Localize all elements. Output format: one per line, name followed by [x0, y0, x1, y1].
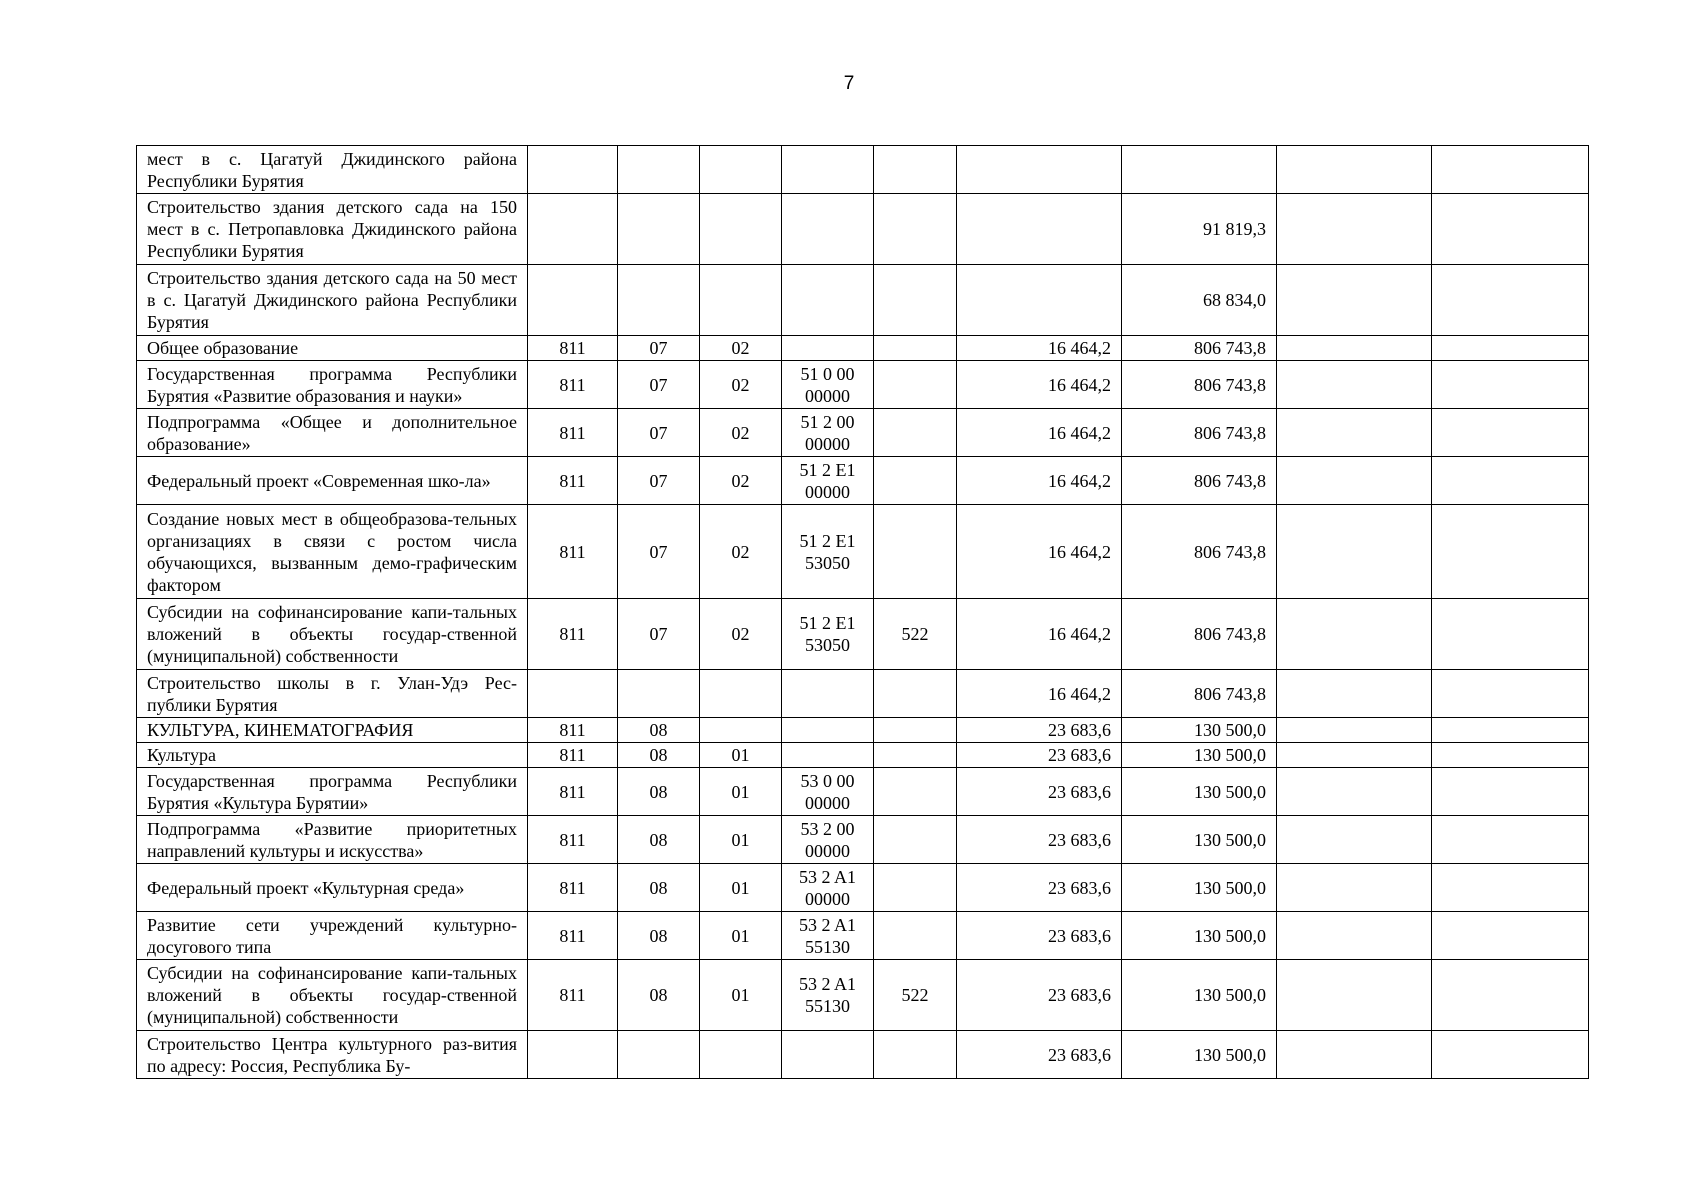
- ministry-code-cell: [528, 670, 618, 718]
- amount-3-cell: [1277, 718, 1432, 743]
- amount-2-cell: 806 743,8: [1122, 409, 1277, 457]
- amount-1-cell: 23 683,6: [957, 816, 1122, 864]
- amount-3-cell: [1277, 960, 1432, 1031]
- ministry-code-cell: 811: [528, 743, 618, 768]
- amount-4-cell: [1432, 816, 1589, 864]
- target-item-code-cell: 51 2 E1 53050: [782, 505, 874, 599]
- table-row: [137, 409, 1589, 457]
- target-item-code-cell: 53 2 00 00000: [782, 816, 874, 864]
- amount-2-cell: 130 500,0: [1122, 816, 1277, 864]
- target-item-code-cell: 53 2 A1 00000: [782, 864, 874, 912]
- page-number: 7: [843, 73, 855, 94]
- target-item-code-cell: [782, 146, 874, 194]
- section-code-cell: 08: [618, 768, 700, 816]
- amount-1-cell: 16 464,2: [957, 505, 1122, 599]
- table-row: [137, 361, 1589, 409]
- amount-3-cell: [1277, 599, 1432, 670]
- section-code-cell: 07: [618, 361, 700, 409]
- subsection-code-cell: 01: [700, 743, 782, 768]
- subsection-code-cell: [700, 194, 782, 265]
- amount-4-cell: [1432, 336, 1589, 361]
- amount-1-cell: 16 464,2: [957, 457, 1122, 505]
- section-code-cell: 07: [618, 457, 700, 505]
- ministry-code-cell: 811: [528, 718, 618, 743]
- section-code-cell: 07: [618, 599, 700, 670]
- expense-type-code-cell: [874, 336, 957, 361]
- expense-type-code-cell: [874, 361, 957, 409]
- expense-type-code-cell: [874, 864, 957, 912]
- target-item-code-cell: 51 2 E1 00000: [782, 457, 874, 505]
- amount-3-cell: [1277, 1031, 1432, 1079]
- amount-1-cell: 16 464,2: [957, 599, 1122, 670]
- table-row: [137, 265, 1589, 336]
- amount-2-cell: [1122, 146, 1277, 194]
- amount-4-cell: [1432, 864, 1589, 912]
- expense-type-code-cell: [874, 670, 957, 718]
- amount-2-cell: 130 500,0: [1122, 743, 1277, 768]
- section-code-cell: 08: [618, 960, 700, 1031]
- table-row: [137, 743, 1589, 768]
- expense-type-code-cell: [874, 457, 957, 505]
- amount-1-cell: 23 683,6: [957, 743, 1122, 768]
- amount-2-cell: 806 743,8: [1122, 361, 1277, 409]
- amount-1-cell: 16 464,2: [957, 336, 1122, 361]
- subsection-code-cell: [700, 1031, 782, 1079]
- amount-3-cell: [1277, 457, 1432, 505]
- expense-type-code-cell: 522: [874, 960, 957, 1031]
- table-row: [137, 336, 1589, 361]
- target-item-code-cell: [782, 265, 874, 336]
- target-item-code-cell: [782, 336, 874, 361]
- row-name-cell: Строительство Центра культурного раз-вития по адресу: Россия, Республика Бу-: [137, 1031, 528, 1079]
- row-name-cell: КУЛЬТУРА, КИНЕМАТОГРАФИЯ: [137, 718, 528, 743]
- ministry-code-cell: [528, 146, 618, 194]
- table-row: [137, 146, 1589, 194]
- row-name-cell: Государственная программа Республики Бурятия «Культура Бурятии»: [137, 768, 528, 816]
- amount-2-cell: 806 743,8: [1122, 670, 1277, 718]
- amount-2-cell: 806 743,8: [1122, 457, 1277, 505]
- section-code-cell: [618, 1031, 700, 1079]
- table-row: [137, 816, 1589, 864]
- section-code-cell: 08: [618, 864, 700, 912]
- ministry-code-cell: 811: [528, 409, 618, 457]
- row-name-cell: мест в с. Цагатуй Джидинского района Республики Бурятия: [137, 146, 528, 194]
- subsection-code-cell: 02: [700, 457, 782, 505]
- subsection-code-cell: 02: [700, 599, 782, 670]
- amount-3-cell: [1277, 670, 1432, 718]
- target-item-code-cell: 53 2 A1 55130: [782, 912, 874, 960]
- ministry-code-cell: 811: [528, 912, 618, 960]
- expense-type-code-cell: [874, 505, 957, 599]
- table-row: [137, 194, 1589, 265]
- amount-1-cell: 16 464,2: [957, 361, 1122, 409]
- section-code-cell: 07: [618, 336, 700, 361]
- amount-2-cell: 130 500,0: [1122, 960, 1277, 1031]
- amount-2-cell: 806 743,8: [1122, 336, 1277, 361]
- table-row: [137, 1031, 1589, 1079]
- row-name-cell: Общее образование: [137, 336, 528, 361]
- amount-1-cell: [957, 146, 1122, 194]
- section-code-cell: 08: [618, 743, 700, 768]
- row-name-cell: Федеральный проект «Современная шко-ла»: [137, 457, 528, 505]
- subsection-code-cell: [700, 670, 782, 718]
- amount-3-cell: [1277, 336, 1432, 361]
- amount-1-cell: 23 683,6: [957, 1031, 1122, 1079]
- expense-type-code-cell: [874, 146, 957, 194]
- target-item-code-cell: 51 2 00 00000: [782, 409, 874, 457]
- amount-4-cell: [1432, 718, 1589, 743]
- amount-3-cell: [1277, 864, 1432, 912]
- subsection-code-cell: [700, 146, 782, 194]
- amount-4-cell: [1432, 457, 1589, 505]
- ministry-code-cell: 811: [528, 361, 618, 409]
- amount-2-cell: 130 500,0: [1122, 768, 1277, 816]
- amount-4-cell: [1432, 409, 1589, 457]
- ministry-code-cell: 811: [528, 336, 618, 361]
- amount-1-cell: 23 683,6: [957, 768, 1122, 816]
- amount-1-cell: 16 464,2: [957, 670, 1122, 718]
- amount-4-cell: [1432, 194, 1589, 265]
- expense-type-code-cell: [874, 1031, 957, 1079]
- row-name-cell: Строительство здания детского сада на 50 мест в с. Цагатуй Джидинского района Республики Бурятия: [137, 265, 528, 336]
- amount-3-cell: [1277, 265, 1432, 336]
- row-name-cell: Федеральный проект «Культурная среда»: [137, 864, 528, 912]
- amount-1-cell: 16 464,2: [957, 409, 1122, 457]
- expense-type-code-cell: [874, 265, 957, 336]
- amount-4-cell: [1432, 1031, 1589, 1079]
- amount-2-cell: 68 834,0: [1122, 265, 1277, 336]
- table-row: [137, 960, 1589, 1031]
- section-code-cell: 08: [618, 816, 700, 864]
- subsection-code-cell: 02: [700, 336, 782, 361]
- amount-1-cell: 23 683,6: [957, 718, 1122, 743]
- target-item-code-cell: 53 2 A1 55130: [782, 960, 874, 1031]
- amount-4-cell: [1432, 768, 1589, 816]
- amount-4-cell: [1432, 743, 1589, 768]
- table-body: [137, 146, 1589, 1079]
- section-code-cell: 08: [618, 718, 700, 743]
- table-row: [137, 670, 1589, 718]
- amount-1-cell: 23 683,6: [957, 912, 1122, 960]
- amount-3-cell: [1277, 816, 1432, 864]
- table-row: [137, 768, 1589, 816]
- target-item-code-cell: [782, 194, 874, 265]
- ministry-code-cell: [528, 1031, 618, 1079]
- target-item-code-cell: [782, 743, 874, 768]
- section-code-cell: [618, 146, 700, 194]
- target-item-code-cell: 51 0 00 00000: [782, 361, 874, 409]
- expense-type-code-cell: [874, 718, 957, 743]
- expense-type-code-cell: [874, 816, 957, 864]
- amount-2-cell: 130 500,0: [1122, 864, 1277, 912]
- row-name-cell: Развитие сети учреждений культурно-досугового типа: [137, 912, 528, 960]
- ministry-code-cell: 811: [528, 505, 618, 599]
- row-name-cell: Культура: [137, 743, 528, 768]
- section-code-cell: 08: [618, 912, 700, 960]
- amount-3-cell: [1277, 768, 1432, 816]
- table-row: [137, 505, 1589, 599]
- section-code-cell: [618, 670, 700, 718]
- amount-3-cell: [1277, 912, 1432, 960]
- section-code-cell: 07: [618, 409, 700, 457]
- amount-2-cell: 130 500,0: [1122, 1031, 1277, 1079]
- subsection-code-cell: 02: [700, 505, 782, 599]
- subsection-code-cell: 01: [700, 864, 782, 912]
- ministry-code-cell: 811: [528, 457, 618, 505]
- row-name-cell: Субсидии на софинансирование капи-тальных вложений в объекты государ-ственной (муниципальной) собственности: [137, 599, 528, 670]
- ministry-code-cell: 811: [528, 864, 618, 912]
- target-item-code-cell: [782, 1031, 874, 1079]
- subsection-code-cell: 01: [700, 768, 782, 816]
- expense-type-code-cell: [874, 409, 957, 457]
- section-code-cell: 07: [618, 505, 700, 599]
- amount-3-cell: [1277, 146, 1432, 194]
- section-code-cell: [618, 265, 700, 336]
- target-item-code-cell: 53 0 00 00000: [782, 768, 874, 816]
- amount-4-cell: [1432, 670, 1589, 718]
- amount-3-cell: [1277, 194, 1432, 265]
- row-name-cell: Субсидии на софинансирование капи-тальных вложений в объекты государ-ственной (муниципальной) собственности: [137, 960, 528, 1031]
- table-row: [137, 912, 1589, 960]
- amount-2-cell: 91 819,3: [1122, 194, 1277, 265]
- amount-4-cell: [1432, 146, 1589, 194]
- ministry-code-cell: [528, 265, 618, 336]
- expense-type-code-cell: 522: [874, 599, 957, 670]
- ministry-code-cell: [528, 194, 618, 265]
- amount-2-cell: 806 743,8: [1122, 505, 1277, 599]
- ministry-code-cell: 811: [528, 768, 618, 816]
- amount-2-cell: 806 743,8: [1122, 599, 1277, 670]
- subsection-code-cell: 01: [700, 960, 782, 1031]
- table-row: [137, 864, 1589, 912]
- amount-1-cell: [957, 194, 1122, 265]
- subsection-code-cell: 02: [700, 409, 782, 457]
- table-row: [137, 457, 1589, 505]
- amount-4-cell: [1432, 960, 1589, 1031]
- budget-table: [136, 145, 1589, 1079]
- ministry-code-cell: 811: [528, 960, 618, 1031]
- expense-type-code-cell: [874, 768, 957, 816]
- amount-3-cell: [1277, 505, 1432, 599]
- row-name-cell: Подпрограмма «Общее и дополнительное образование»: [137, 409, 528, 457]
- row-name-cell: Создание новых мест в общеобразова-тельных организациях в связи с ростом числа обучающихся, вызванным демо-графическим фактором: [137, 505, 528, 599]
- amount-4-cell: [1432, 912, 1589, 960]
- subsection-code-cell: 01: [700, 816, 782, 864]
- expense-type-code-cell: [874, 194, 957, 265]
- amount-3-cell: [1277, 361, 1432, 409]
- ministry-code-cell: 811: [528, 599, 618, 670]
- subsection-code-cell: 01: [700, 912, 782, 960]
- amount-4-cell: [1432, 599, 1589, 670]
- target-item-code-cell: [782, 670, 874, 718]
- amount-4-cell: [1432, 265, 1589, 336]
- amount-3-cell: [1277, 409, 1432, 457]
- amount-1-cell: [957, 265, 1122, 336]
- amount-2-cell: 130 500,0: [1122, 718, 1277, 743]
- expense-type-code-cell: [874, 743, 957, 768]
- ministry-code-cell: 811: [528, 816, 618, 864]
- target-item-code-cell: [782, 718, 874, 743]
- row-name-cell: Строительство школы в г. Улан-Удэ Рес-публики Бурятия: [137, 670, 528, 718]
- row-name-cell: Подпрограмма «Развитие приоритетных направлений культуры и искусства»: [137, 816, 528, 864]
- amount-4-cell: [1432, 505, 1589, 599]
- section-code-cell: [618, 194, 700, 265]
- amount-1-cell: 23 683,6: [957, 864, 1122, 912]
- amount-4-cell: [1432, 361, 1589, 409]
- expense-type-code-cell: [874, 912, 957, 960]
- subsection-code-cell: [700, 265, 782, 336]
- row-name-cell: Строительство здания детского сада на 150 мест в с. Петропавловка Джидинского района Республики Бурятия: [137, 194, 528, 265]
- amount-2-cell: 130 500,0: [1122, 912, 1277, 960]
- subsection-code-cell: [700, 718, 782, 743]
- row-name-cell: Государственная программа Республики Бурятия «Развитие образования и науки»: [137, 361, 528, 409]
- table-row: [137, 718, 1589, 743]
- amount-1-cell: 23 683,6: [957, 960, 1122, 1031]
- subsection-code-cell: 02: [700, 361, 782, 409]
- amount-3-cell: [1277, 743, 1432, 768]
- target-item-code-cell: 51 2 E1 53050: [782, 599, 874, 670]
- table-row: [137, 599, 1589, 670]
